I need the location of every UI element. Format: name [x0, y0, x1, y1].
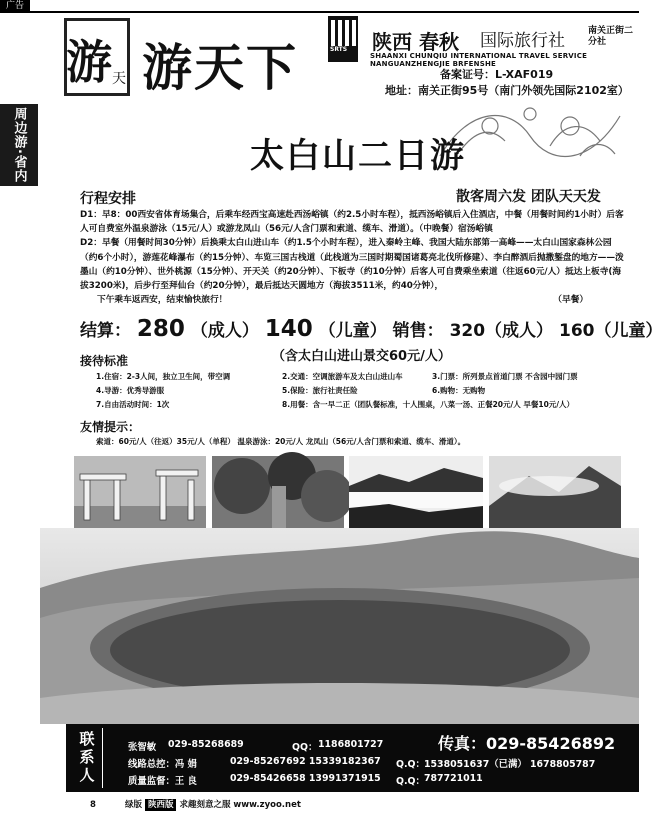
schedule-text: [80, 208, 628, 307]
footer: [90, 798, 301, 810]
branch-name: 南关正街二分社: [588, 26, 634, 47]
day1-meals: （中晚餐）宿汤峪镇: [418, 224, 493, 235]
contact-qq-label: Q.Q：: [396, 759, 425, 770]
memorial-arch-photo: [74, 456, 206, 530]
contact-phone: 029-85268689: [168, 739, 244, 750]
contact-label: 联系人: [79, 730, 95, 784]
logo-small-char: 天: [112, 71, 126, 87]
child-net-label: （儿童）: [318, 321, 387, 341]
agency-name: 陕西 春秋: [372, 30, 459, 54]
price-label: 结算：: [80, 321, 131, 341]
price-note: （含太白山进山景交60元/人）: [272, 349, 451, 364]
day1-text: D1：早8：00西安省体育场集合，后乘车经西宝高速赴西汤峪镇（约2.5小时车程），抵西汤峪镇后入住酒店，中餐（用餐时间约1小时）后客人可自费室外温泉游泳（15元/人）或游龙凤山（56元/人含门票和索道、缆车、滑道）。: [80, 210, 624, 235]
day2-end: 下午乘车返西安，结束愉快旅行！: [97, 295, 228, 306]
standard-item: 5.保险：旅行社责任险: [282, 386, 358, 395]
website: 求趣刻意之服 www.zyoo.net: [179, 800, 301, 810]
adult-net-price: 280: [136, 316, 185, 342]
contact-name: 张智敏: [128, 742, 157, 753]
standards-heading: 接待标准: [80, 354, 129, 368]
agency-name-suffix: 国际旅行社: [480, 31, 565, 51]
fax-number: 传真：029-85426892: [438, 734, 616, 753]
agency-english-name: SHAANXI CHUNQIU INTERNATIONAL TRAVEL SERVICE NANGUANZHENGJIE BRFENSHE: [370, 52, 588, 68]
standard-item: 8.用餐：含一早二正（团队餐标准，十人围桌，八菜一汤、正餐20元/人 早餐10元/人）: [282, 400, 575, 409]
contact-phone: 029-85267692 15339182367: [230, 756, 381, 767]
address: 地址：南关正街95号（南门外领先国际2102室）: [385, 84, 629, 97]
contact-qq: 1538051637（已满） 1678805787: [424, 759, 596, 770]
logo-char: 游: [66, 35, 112, 89]
departure-slogan: 散客周六发 团队天天发: [456, 189, 601, 205]
page-title: 太白山二日游: [250, 136, 466, 176]
sale-child-price: 160（儿童）: [558, 321, 662, 341]
page-number: 8: [90, 800, 96, 810]
srts-mark-text: SRTS: [330, 46, 348, 53]
sea-of-clouds-photo: [349, 456, 483, 530]
contact-qq-label: QQ：: [292, 742, 318, 753]
license-number: 备案证号：L-XAF019: [440, 68, 554, 81]
tips-text: 索道：60元/人（往返）35元/人（单程） 温泉游泳：20元/人 龙凤山（56元/人含门票和索道、缆车、滑道）。: [96, 437, 466, 446]
brand-title: 游天下: [142, 38, 298, 97]
day2-text: D2：早餐（用餐时间30分钟）后换乘太白山进山车（约1.5个小时车程），进入秦岭主峰、我国大陆东部第一高峰——太白山国家森林公园（约6个小时），游莲花峰瀑布（约15分钟）、车览三国古栈道（此栈道为三国时期蜀国诸葛亮北伐所修建）、李白醉酒后抛撒錾盘的地方——泼墨山（约10分钟）、世外桃源（15分钟）、开天关（约20分钟）、下板寺（约10分钟）后客人可自费乘坐索道（往返60元/人）抵达上板寺(海拔3200米)，后步行至拜仙台（约20分钟），最后抵达天圆地方（海拔3511米，约40分钟），: [80, 238, 624, 292]
schedule-heading: 行程安排: [80, 191, 136, 207]
ad-tag: 广告: [0, 0, 30, 12]
contact-divider: [102, 728, 103, 788]
day2-meals: （早餐）: [553, 295, 588, 306]
price-line: [80, 316, 662, 342]
contact-qq-label: Q.Q：: [396, 776, 425, 787]
contact-name: 质量监督：王 良: [128, 776, 197, 787]
standards-list: [96, 370, 636, 412]
srts-logo-icon: [328, 16, 358, 62]
standard-item: 3.门票：所列景点首道门票 不含园中园门票: [432, 372, 578, 381]
contact-name: 线路总控：冯 娟: [128, 759, 197, 770]
standard-item: 2.交通：空调旅游车及太白山进山车: [282, 372, 403, 381]
sale-label: 销售：: [392, 321, 444, 341]
tips-heading: 友情提示：: [80, 420, 141, 434]
child-net-price: 140: [264, 316, 313, 342]
contact-qq: 1186801727: [318, 739, 384, 750]
forest-photo: [212, 456, 344, 530]
edition-label: 绿版: [124, 800, 142, 810]
standard-item: 6.购物：无购物: [432, 386, 486, 395]
contact-qq: 787721011: [424, 773, 483, 784]
standard-item: 4.导游：优秀导游服: [96, 386, 165, 395]
contact-phone: 029-85426658 13991371915: [230, 773, 381, 784]
region-badge: 陕西版: [145, 799, 177, 811]
category-side-tab: 周边游·省内: [0, 104, 38, 186]
standard-item: 1.住宿：2-3人间，独立卫生间，带空调: [96, 372, 231, 381]
alpine-lake-landscape: [40, 528, 639, 724]
sale-adult-price: 320（成人）: [449, 321, 554, 341]
standard-item: 7.自由活动时间：1次: [96, 400, 170, 409]
mountain-mist-photo: [489, 456, 621, 530]
top-rule: [0, 11, 639, 13]
adult-net-label: （成人）: [190, 321, 259, 341]
